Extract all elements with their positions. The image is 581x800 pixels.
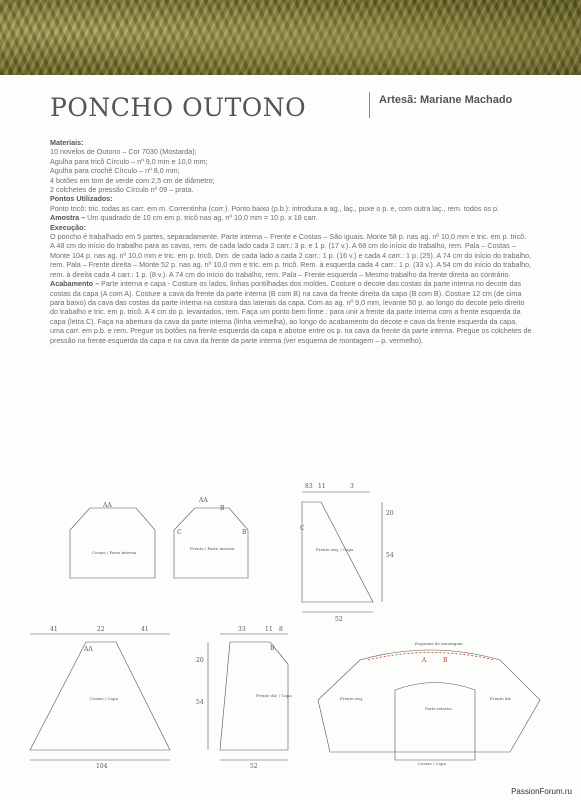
assembly-seam-red (368, 653, 495, 661)
piece-back-inner-outline (70, 508, 155, 578)
piece3-dim-top-3: 3 (350, 483, 354, 490)
piece3-dim-top-2: 11 (318, 483, 326, 490)
piece1-label-aa: AA (103, 502, 112, 509)
watermark: PassionForum.ru (511, 787, 572, 796)
piece4-label-aa: AA (84, 646, 93, 653)
finishing-text: Parte interna e capa - Costure os lados, linhas pontilhadas dos moldes. Costure o decote das costas da parte interna no decote das costas da capa (A com A). Costure a cava da frente da parte interna (B com B) na cava da frente direita da capa (B com B). Costure 12 cm (de cima para baixo) da cava das costas da parte interna na costura das laterais da capa. Com as ag. nº 9,0 mm, levante 50 p. ao longo do decote pelo direito do trabalho e tric. em p. tricô. A 4 cm do p. levantados, rem. Faça um ponto bem firme : para unir a frente da parte interna com a frente esquerda da capa (letra C). Faça na abertura da cava da parte interna (linha vermelha), ao longo do acabamento do decote e cava da frente esquerda da capa, uma carr. em p.b. e rem. Pregue os botões na frente esquerda da capa e abotoe entre os p. na cava da frente da parte interna. Pregue os colchetes de pressão na frente esquerda da capa e na cava da frente da parte interna (ver esquema de montagem – p. vermelho). (50, 279, 532, 345)
title-divider (369, 92, 370, 118)
gauge-section (50, 213, 532, 222)
execution-section (50, 223, 532, 279)
piece5-label-b: B (270, 645, 275, 652)
piece3-dim-right-1: 20 (386, 510, 394, 517)
stitches-section (50, 194, 532, 213)
piece1-center-label: Costas / Parte interna (92, 550, 137, 555)
gauge-text: Um quadrado de 10 cm em p. tricô nas ag. nº 10,0 mm = 10 p. x 18 carr. (87, 213, 318, 223)
assembly-center-label: Parte interna (425, 706, 452, 711)
piece2-label-b: B (220, 505, 225, 512)
yarn-banner-image (0, 0, 581, 75)
finishing-heading: Acabamento – (50, 279, 100, 289)
piece2-center-label: Frente / Parte interna (190, 546, 235, 551)
assembly-bottom-label: Costas / Capa (418, 761, 446, 766)
assembly-label-b: B (443, 657, 448, 664)
piece4-dim-top-3: 41 (141, 626, 149, 633)
materials-line: Agulha para tricô Círculo – nº 9,0 mm e 10,0 mm; (50, 156, 208, 166)
piece2-label-c: C (177, 529, 182, 536)
assembly-inner-outline (395, 683, 475, 761)
author-credit: Artesã: Mariane Machado (379, 94, 513, 106)
assembly-label-a: A (422, 657, 427, 664)
piece-front-left-cape-outline (302, 502, 373, 602)
materials-section (50, 138, 532, 194)
piece4-dim-top-1: 41 (50, 626, 58, 633)
piece-front-right-cape-outline (220, 642, 288, 750)
piece4-dim-bottom: 104 (96, 763, 108, 770)
materials-line: 4 botões em tom de verde com 2,5 cm de diâmetro; (50, 175, 215, 185)
piece-front-inner-outline (174, 508, 248, 578)
piece4-center-label: Costas / Capa (90, 696, 118, 701)
assembly-title: Esquema de montagem (415, 641, 463, 646)
materials-line: 10 novelos de Outono – Cor 7030 (Mostarda); (50, 147, 197, 157)
assembly-right-label: Frente dir. (490, 696, 512, 701)
pattern-text (50, 138, 532, 345)
piece5-dim-top-1: 33 (238, 626, 246, 633)
piece5-dim-left-1: 20 (196, 657, 204, 664)
stitches-heading: Pontos Utilizados: (50, 194, 113, 204)
piece4-dim-top-2: 22 (97, 626, 105, 633)
piece3-dim-bottom: 52 (335, 616, 343, 623)
execution-heading: Execução: (50, 222, 86, 232)
materials-line: Agulha para crochê Círculo – nº 8,0 mm; (50, 166, 180, 176)
assembly-left-label: Frente esq. (340, 696, 364, 701)
execution-text: O poncho é trabalhado em 5 partes, separadamente. Parte interna – Frente e Costas – São iguais. Monte 58 p. nas ag. nº 10,0 mm e tric. em p. tricô. A 48 cm do início do trabalho para as cavas, rem. de cada lado cada 2 carr.: 3 p. e 1 p. (17 v.). A 68 cm do início do trabalho, rem. Pala – Costas – Monte 104 p. nas ag. nº 10,0 mm e tric. em p. tricô. Dim. de cada lado a cada 2 carr.: 1 p. (16 v.) e cada 4 carr.: 1 p. (25). A 74 cm do início do trabalho, rem. Pala – Frente direita – Monte 52 p. nas ag. nº 10,0 mm e tric. em p. tricô. Rem. à esquerda cada 4 carr.: 1 p. (33 v.). A 54 cm do início do trabalho, rem. à direita cada 4 carr.: 1 p. (8 v.). A 74 cm do início do trabalho, rem. Pala – Frente esquerda – Mesmo trabalho da frente direita ao contrário. (50, 232, 532, 279)
piece2-label-aa: AA (199, 497, 208, 504)
materials-line: 2 colchetes de pressão Círculo nº 09 – prata. (50, 185, 194, 195)
piece5-center-label: Frente dir. / Capa (256, 693, 292, 698)
piece5-dim-top-2: 11 (265, 626, 273, 633)
finishing-section (50, 279, 532, 345)
assembly-cape-outline (318, 650, 540, 752)
piece3-center-label: Frente esq. / Capa (316, 547, 354, 552)
piece5-dim-top-3: 8 (279, 626, 283, 633)
piece3-dim-top-1: 83 (305, 483, 313, 490)
piece-back-cape-outline (30, 642, 170, 750)
piece5-dim-left-2: 54 (196, 699, 204, 706)
stitches-text: Ponto tricô: tric. todas as carr. em m. Correntinha (corr.). Ponto baixo (p.b.): introduza a ag., laç., puxe o p. e, com outra laç., rem. todos os p. (50, 203, 500, 213)
piece5-dim-bottom: 52 (250, 763, 258, 770)
piece3-dim-right-2: 54 (386, 552, 394, 559)
piece2-label-b2: B (242, 529, 247, 536)
materials-heading: Materiais: (50, 138, 84, 147)
gauge-heading: Amostra – (50, 213, 86, 223)
piece3-label-c: C (300, 525, 305, 532)
page-title: PONCHO OUTONO (50, 93, 307, 122)
